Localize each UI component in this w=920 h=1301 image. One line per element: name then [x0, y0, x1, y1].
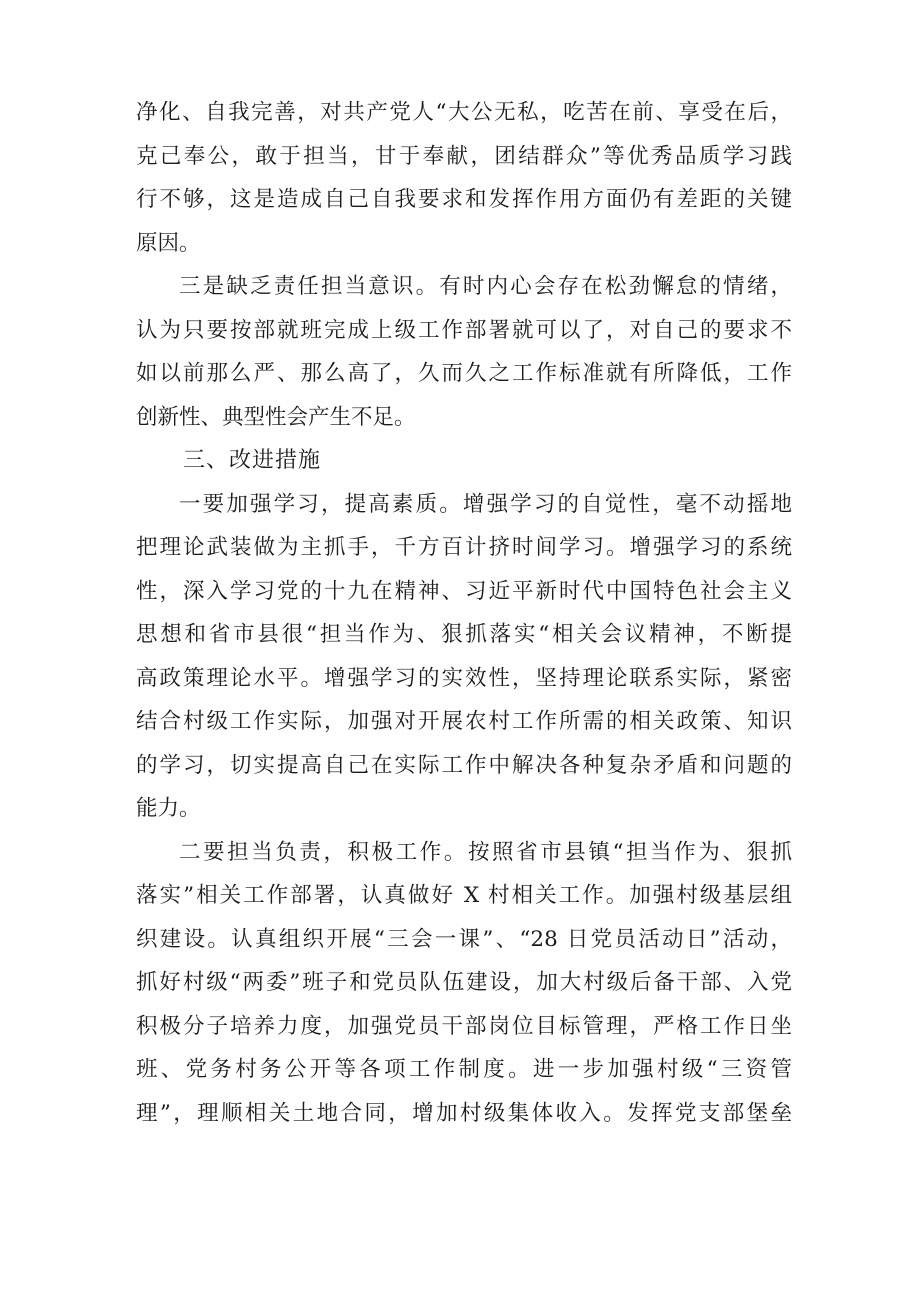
text-line: 思想和省市县很“担当作为、狠抓落实“相关会议精神，不断提: [136, 622, 792, 647]
text-line: 三是缺乏责任担当意识。有时内心会存在松劲懈怠的情绪，: [179, 274, 792, 299]
text-line: 的学习，切实提高自己在实际工作中解决各种复杂矛盾和问题的: [136, 752, 792, 778]
text-line: 结合村级工作实际，加强对开展农村工作所需的相关政策、知识: [136, 709, 792, 734]
text-line: 理”，理顺相关土地合同，增加村级集体收入。发挥党支部堡垒: [136, 1100, 792, 1126]
text-line: 原因。: [136, 230, 201, 256]
document-page: [136, 91, 792, 1135]
text-line: 认为只要按部就班完成上级工作部署就可以了，对自己的要求不: [136, 317, 792, 343]
paragraph-p1: [136, 91, 792, 265]
section-heading: 三、改进措施: [183, 448, 322, 473]
paragraph-p4: [136, 831, 792, 1136]
text-line: 如以前那么严、那么高了，久而久之工作标准就有所降低，工作: [136, 361, 792, 386]
paragraph-p2: [136, 265, 792, 439]
text-line: 高政策理论水平。增强学习的实效性，坚持理论联系实际，紧密: [136, 665, 792, 691]
text-line: 净化、自我完善，对共产党人“大公无私，吃苦在前、享受在后，: [136, 100, 792, 125]
paragraph-p3: [136, 483, 792, 831]
text-line: 一要加强学习，提高素质。增强学习的自觉性，毫不动摇地: [179, 491, 792, 517]
text-line: 性，深入学习党的十九在精神、习近平新时代中国特色社会主义: [136, 578, 792, 604]
text-line: 落实”相关工作部署，认真做好 X 村相关工作。加强村级基层组: [136, 883, 792, 908]
text-line: 创新性、典型性会产生不足。: [136, 404, 416, 430]
text-line: 班、党务村务公开等各项工作制度。进一步加强村级“三资管: [136, 1057, 792, 1082]
text-line: 积极分子培养力度，加强党员干部岗位目标管理，严格工作日坐: [136, 1013, 792, 1039]
text-line: 二要担当负责，积极工作。按照省市县镇“担当作为、狠抓: [179, 839, 792, 865]
text-line: 能力。: [136, 796, 201, 821]
text-line: 克己奉公，敢于担当，甘于奉献，团结群众”等优秀品质学习践: [136, 143, 792, 169]
text-line: 抓好村级“两委”班子和党员队伍建设，加大村级后备干部、入党: [136, 970, 792, 995]
text-line: 行不够，这是造成自己自我要求和发挥作用方面仍有差距的关键: [136, 187, 792, 212]
text-line: 织建设。认真组织开展“三会一课”、“28 日党员活动日”活动，: [136, 926, 792, 952]
text-line: 把理论武装做为主抓手，千方百计挤时间学习。增强学习的系统: [136, 535, 792, 560]
